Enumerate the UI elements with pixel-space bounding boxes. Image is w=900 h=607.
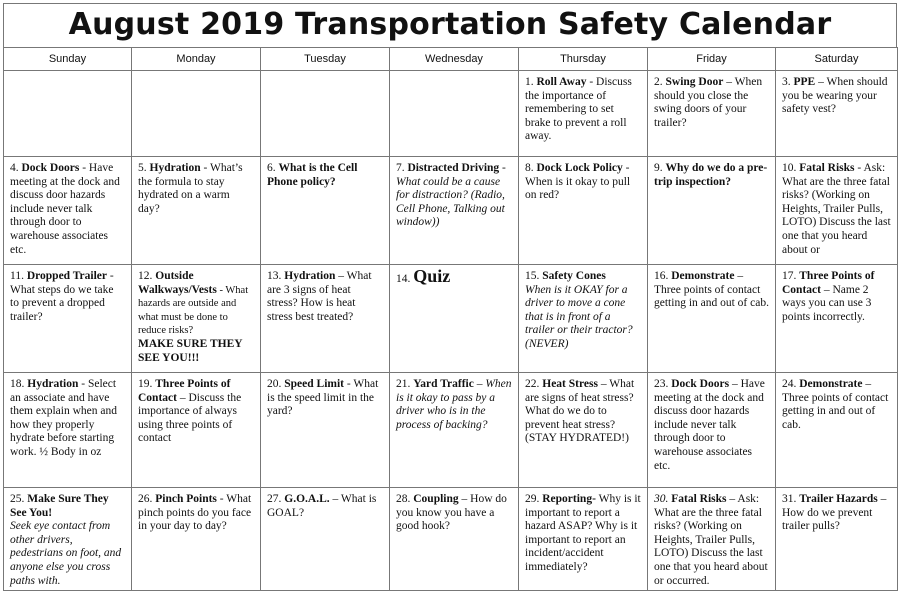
day-cell-16	[648, 265, 776, 373]
topic-heading: Dock Lock Policy	[536, 162, 623, 174]
day-number: 7.	[396, 162, 405, 174]
empty-day-cell	[261, 71, 390, 157]
topic-text: - Discuss the importance of remembering to set brake to prevent a roll away.	[525, 76, 632, 143]
day-cell-15	[519, 265, 648, 373]
day-number: 22.	[525, 378, 540, 390]
topic-heading: Heat Stress	[542, 378, 598, 390]
day-cell-17	[776, 265, 898, 373]
day-number: 3.	[782, 76, 791, 88]
topic-text: – When should you be wearing your safety vest?	[782, 76, 888, 116]
topic-heading: Pinch Points	[155, 493, 217, 505]
topic-text: – Discuss the importance of always using three points of contact	[138, 391, 242, 445]
day-number: 20.	[267, 378, 282, 390]
weekday-header-row	[4, 48, 898, 71]
topic-text: - Select an associate and have them explain when and how they properly hydrate before starting work. ½ Body in oz	[10, 378, 117, 458]
day-cell-14	[390, 265, 519, 373]
week-row	[4, 71, 898, 157]
week-row	[4, 265, 898, 373]
topic-text: – Name 2 ways you can use 3 points incorrectly.	[782, 283, 872, 323]
topic-heading: Why do we do a pre-trip inspection?	[654, 162, 768, 188]
topic-heading: Fatal Risks	[799, 162, 855, 174]
day-cell-9	[648, 157, 776, 265]
topic-text: - What is the speed limit in the yard?	[267, 378, 379, 418]
day-number: 17.	[782, 270, 797, 282]
topic-text: Seek eye contact from other drivers, pedestrians on foot, and anyone else you cross paths with.	[10, 520, 122, 587]
topic-text: - What’s the formula to stay hydrated on a warm day?	[138, 162, 243, 215]
topic-heading: PPE	[793, 76, 816, 88]
day-cell-28	[390, 488, 519, 591]
day-number: 26.	[138, 493, 153, 505]
topic-heading: Yard Traffic	[413, 378, 474, 390]
day-cell-12	[132, 265, 261, 373]
topic-heading: Outside Walkways/Vests	[138, 270, 217, 296]
day-cell-11	[4, 265, 132, 373]
day-cell-4	[4, 157, 132, 265]
topic-heading: Demonstrate	[799, 378, 863, 390]
topic-text: – Three points of contact getting in and out of cab.	[654, 270, 769, 310]
topic-text: - What hazards are outside and what must be done to reduce risks?	[138, 284, 249, 337]
topic-heading: Hydration	[284, 270, 336, 282]
weekday-header: Thursday	[519, 48, 648, 71]
quiz-heading: Quiz	[413, 266, 451, 286]
day-cell-29	[519, 488, 648, 591]
day-number: 5.	[138, 162, 147, 174]
day-cell-7	[390, 157, 519, 265]
topic-text: - Have meeting at the dock and discuss door hazards include never talk through door to warehouse associates etc.	[10, 162, 120, 256]
topic-heading: Dropped Trailer	[26, 270, 108, 282]
day-number: 23.	[654, 378, 669, 390]
topic-text: - What pinch points do you face in your day to day?	[138, 493, 252, 533]
separator: –	[473, 378, 486, 390]
day-number: 14.	[396, 273, 411, 285]
topic-text: – What are 3 signs of heat stress? How is heat stress best treated?	[267, 270, 372, 323]
day-cell-21	[390, 373, 519, 488]
topic-heading: Trailer Hazards	[799, 493, 878, 505]
weekday-header: Sunday	[4, 48, 132, 71]
day-cell-13	[261, 265, 390, 373]
topic-text: – How do we prevent trailer pulls?	[782, 493, 887, 533]
topic-text: When is it okay to pass by a driver who is in the process of backing?	[396, 378, 512, 431]
topic-text: – What is GOAL?	[267, 493, 377, 519]
day-number: 16.	[654, 270, 669, 282]
topic-heading: Roll Away	[536, 76, 587, 88]
day-cell-2	[648, 71, 776, 157]
topic-heading: Three Points of Contact	[138, 378, 231, 404]
day-cell-1	[519, 71, 648, 157]
separator: -	[499, 162, 506, 174]
day-number: 13.	[267, 270, 282, 282]
topic-heading: Dock Doors	[21, 162, 80, 174]
topic-text: – Ask: What are the three fatal risks? (Working on Heights, Trailer Pulls, LOTO) Discuss the last one that you heard about or occurred.	[654, 493, 768, 587]
day-cell-25	[4, 488, 132, 591]
day-cell-5	[132, 157, 261, 265]
topic-text: – Have meeting at the dock and discuss door hazards include never talk through door to warehouse associates etc.	[654, 378, 765, 472]
day-cell-10	[776, 157, 898, 265]
emphasis-text: MAKE SURE THEY SEE YOU!!!	[138, 337, 243, 364]
day-cell-8	[519, 157, 648, 265]
day-cell-20	[261, 373, 390, 488]
day-number: 18.	[10, 378, 25, 390]
week-row	[4, 373, 898, 488]
calendar-grid	[3, 47, 898, 591]
topic-text: – Three points of contact getting in and out of cab.	[782, 378, 889, 431]
topic-heading: Three Points of Contact	[782, 270, 875, 296]
topic-text: – What are signs of heat stress? What do we do to prevent heat stress? (STAY HYDRATED!)	[525, 378, 635, 445]
day-number: 31.	[782, 493, 797, 505]
day-cell-30	[648, 488, 776, 591]
day-number: 27.	[267, 493, 282, 505]
topic-text: - Ask: What are the three fatal risks? (Working on Heights, Trailer Pulls, LOTO) Discuss the last one that you heard about or	[782, 162, 891, 256]
day-cell-31	[776, 488, 898, 591]
topic-heading: Coupling	[413, 493, 459, 505]
day-number: 2.	[654, 76, 663, 88]
topic-heading: Safety Cones	[542, 270, 606, 282]
day-cell-22	[519, 373, 648, 488]
day-number: 21.	[396, 378, 411, 390]
day-number: 9.	[654, 162, 663, 174]
topic-text: What could be a cause for distraction? (Radio, Cell Phone, Talking out window))	[396, 175, 505, 229]
day-cell-26	[132, 488, 261, 591]
empty-day-cell	[132, 71, 261, 157]
day-cell-6	[261, 157, 390, 265]
topic-heading: G.O.A.L.	[284, 493, 330, 505]
topic-text: When is it OKAY for a driver to move a cone that is in front of a trailer or their tractor? (NEVER)	[525, 283, 633, 350]
day-cell-3	[776, 71, 898, 157]
day-number: 15.	[525, 270, 540, 282]
topic-heading: Hydration	[149, 162, 201, 174]
day-cell-18	[4, 373, 132, 488]
topic-heading: Distracted Driving	[407, 162, 500, 174]
day-number: 11.	[10, 270, 24, 282]
topic-heading: Fatal Risks	[671, 493, 727, 505]
topic-text: - What steps do we take to prevent a dropped trailer?	[10, 270, 114, 323]
day-number: 25.	[10, 493, 25, 505]
topic-text: – How do you know you have a good hook?	[396, 493, 507, 533]
topic-text: - When is it okay to pull on red?	[525, 162, 631, 202]
topic-heading: Reporting-	[542, 493, 596, 505]
weekday-header: Tuesday	[261, 48, 390, 71]
topic-heading: Demonstrate	[671, 270, 735, 282]
topic-heading: What is the Cell Phone policy?	[267, 162, 358, 188]
week-row	[4, 157, 898, 265]
topic-text: – When should you close the swing doors of your trailer?	[654, 76, 763, 129]
topic-heading: Make Sure They See You!	[10, 493, 109, 519]
day-number: 28.	[396, 493, 411, 505]
day-number: 29.	[525, 493, 540, 505]
day-number: 12.	[138, 270, 153, 282]
weekday-header: Saturday	[776, 48, 898, 71]
weekday-header: Monday	[132, 48, 261, 71]
calendar-title: August 2019 Transportation Safety Calendar	[3, 3, 897, 47]
weekday-header: Friday	[648, 48, 776, 71]
weekday-header: Wednesday	[390, 48, 519, 71]
topic-heading: Swing Door	[665, 76, 724, 88]
topic-heading: Speed Limit	[284, 378, 344, 390]
day-number: 4.	[10, 162, 19, 174]
day-cell-24	[776, 373, 898, 488]
week-row	[4, 488, 898, 591]
day-number: 6.	[267, 162, 276, 174]
topic-heading: Dock Doors	[671, 378, 730, 390]
day-number: 1.	[525, 76, 534, 88]
empty-day-cell	[390, 71, 519, 157]
topic-heading: Hydration	[27, 378, 79, 390]
day-number: 19.	[138, 378, 153, 390]
day-number: 8.	[525, 162, 534, 174]
day-number: 10.	[782, 162, 797, 174]
day-cell-19	[132, 373, 261, 488]
day-number: 30.	[654, 493, 669, 505]
topic-text: Why is it important to report a hazard ASAP? Why is it important to report an incident/accident immediately?	[525, 493, 641, 573]
day-cell-27	[261, 488, 390, 591]
day-cell-23	[648, 373, 776, 488]
day-number: 24.	[782, 378, 797, 390]
empty-day-cell	[4, 71, 132, 157]
